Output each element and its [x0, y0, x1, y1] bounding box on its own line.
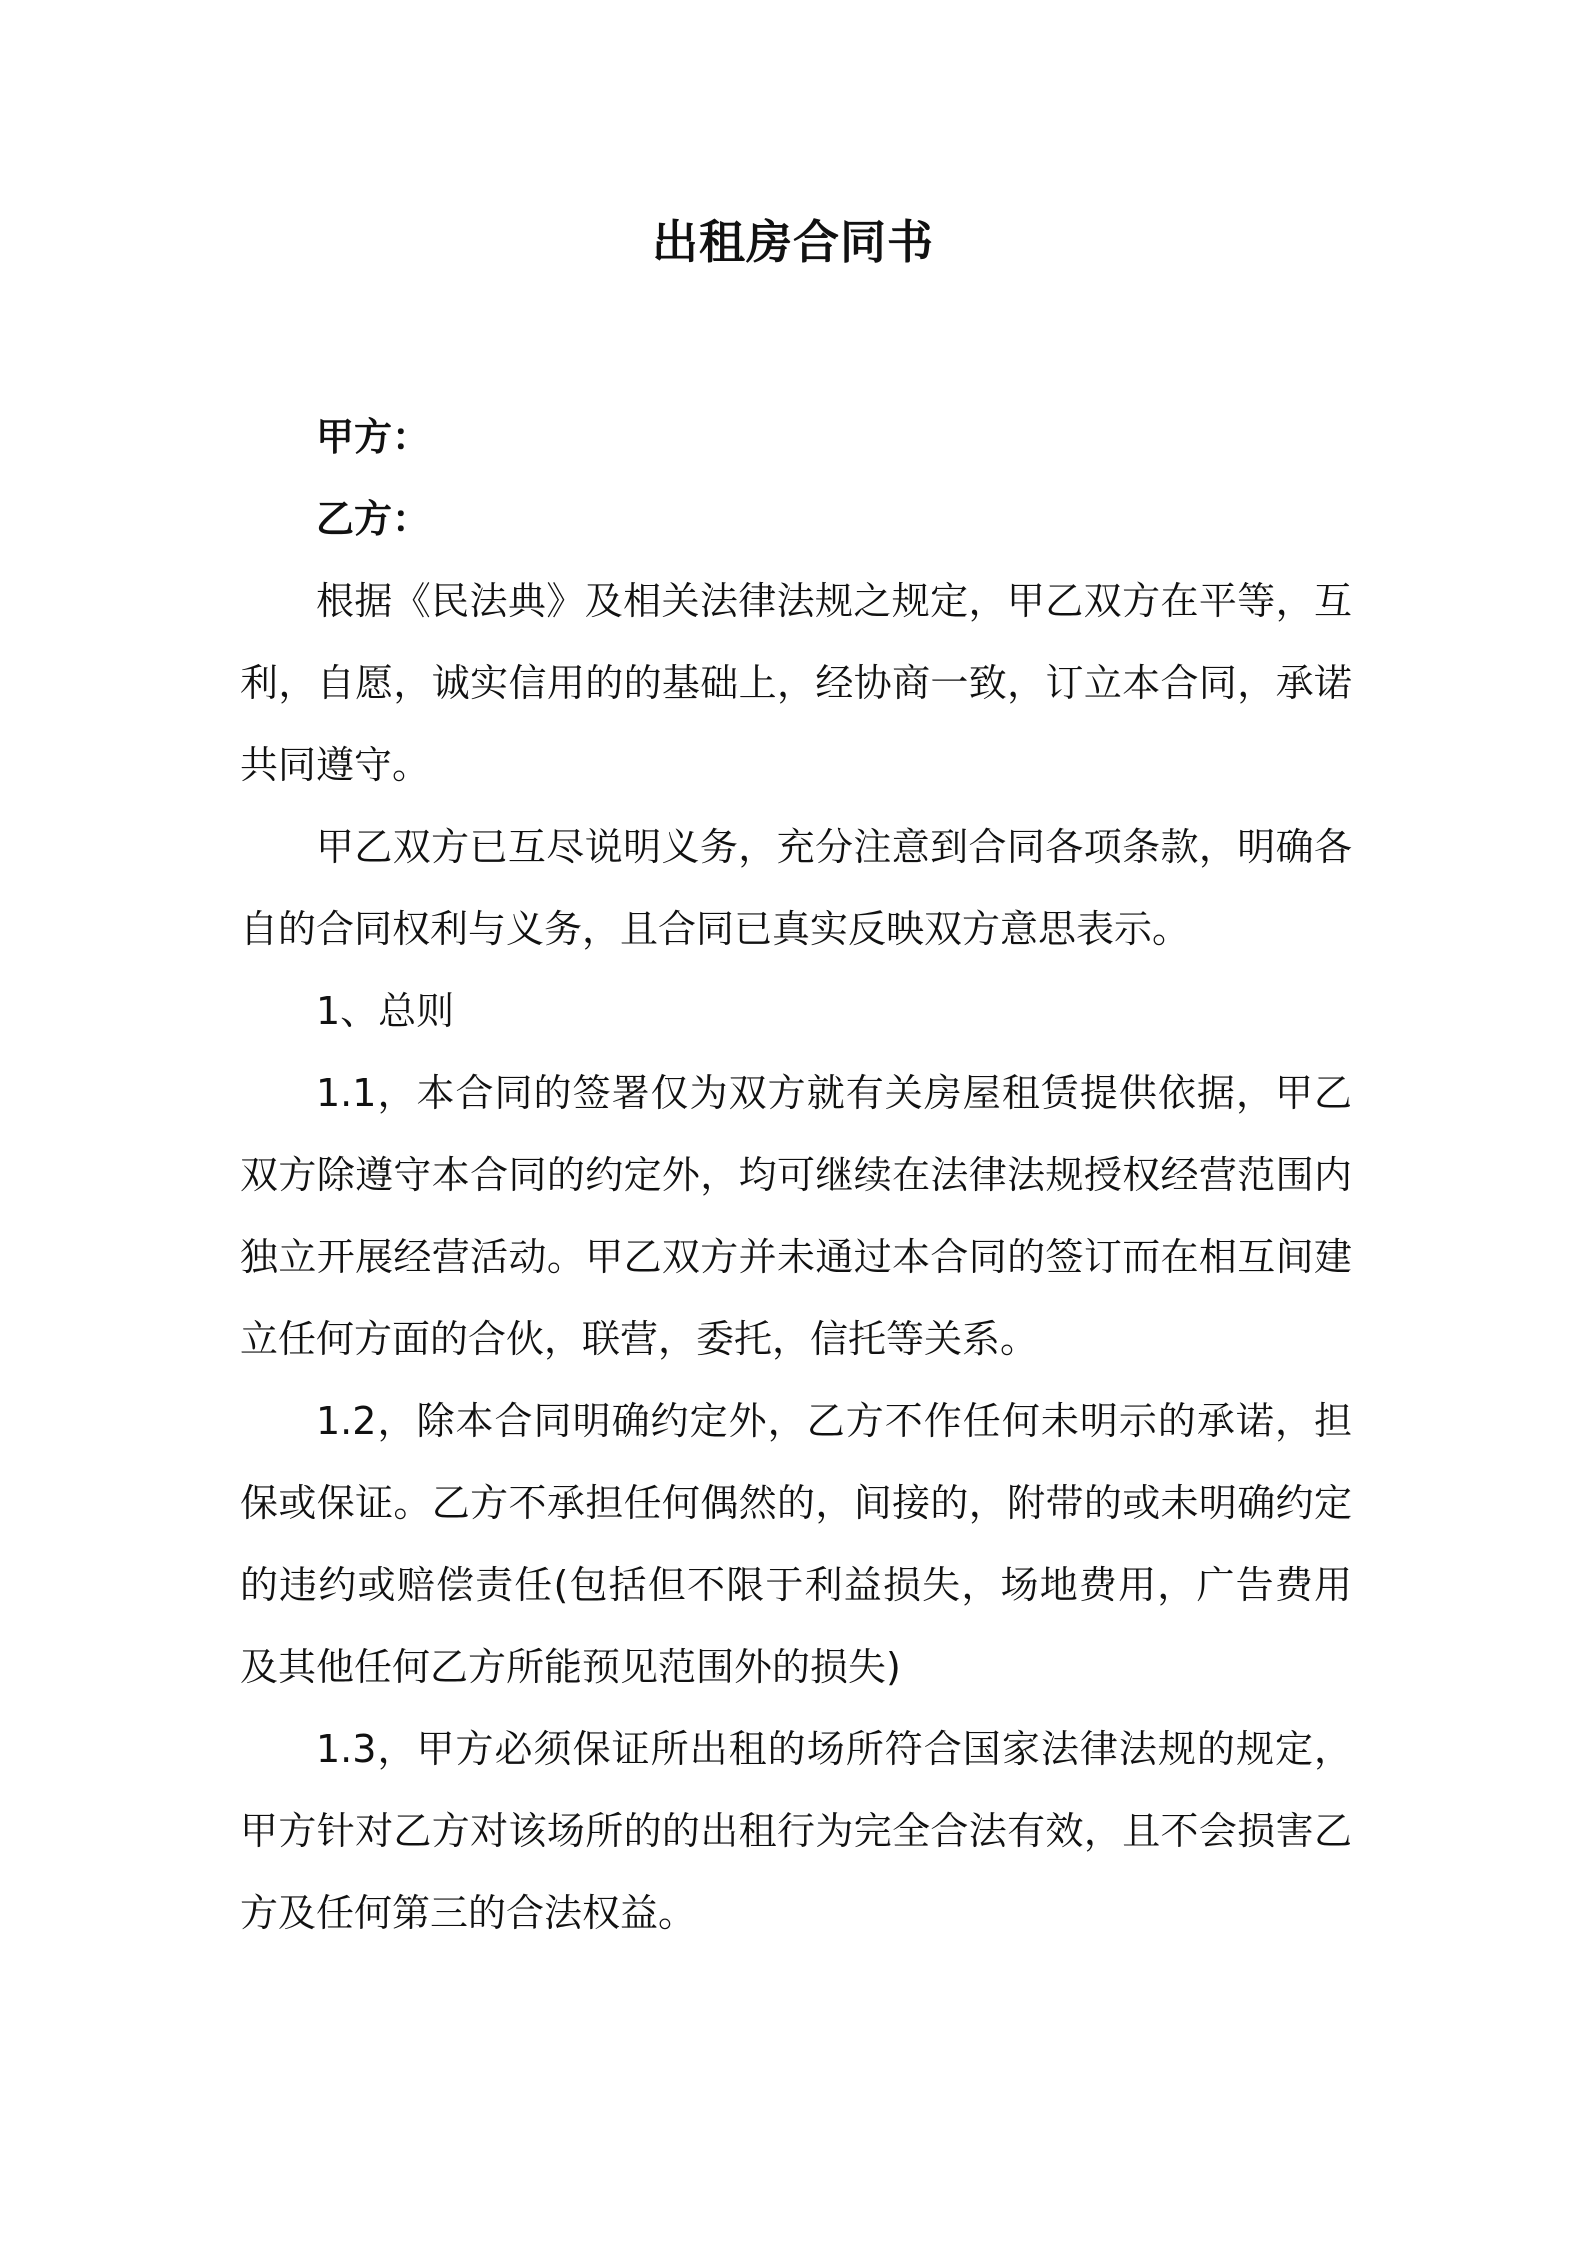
party-b-line: 乙方：: [316, 497, 431, 541]
document-title: 出租房合同书: [652, 215, 934, 269]
clause-1-2: 1.2，除本合同明确约定外，乙方不作任何未明示的承诺，担保或保证。乙方不承担任何偶然的，间接的，附带的或未明确约定的违约或赔偿责任(包括但不限于利益损失，场地费用，广告费用及其他任何乙方所能预见范围外的损失): [240, 1399, 1352, 1689]
paragraph-preamble: 根据《民法典》及相关法律法规之规定，甲乙双方在平等，互利，自愿，诚实信用的的基础上，经协商一致，订立本合同，承诺共同遵守。: [240, 579, 1352, 787]
document-body: [240, 396, 1352, 1954]
section-heading-general: 1、总则: [316, 989, 455, 1033]
clause-1-3: 1.3，甲方必须保证所出租的场所符合国家法律法规的规定，甲方针对乙方对该场所的的出租行为完全合法有效，且不会损害乙方及任何第三的合法权益。: [240, 1727, 1352, 1935]
clause-1-1: 1.1，本合同的签署仅为双方就有关房屋租赁提供依据，甲乙双方除遵守本合同的约定外，均可继续在法律法规授权经营范围内独立开展经营活动。甲乙双方并未通过本合同的签订而在相互间建立任何方面的合伙，联营，委托，信托等关系。: [240, 1071, 1352, 1361]
party-a-line: 甲方：: [316, 415, 431, 459]
paragraph-mutual-explanation: 甲乙双方已互尽说明义务，充分注意到合同各项条款，明确各自的合同权利与义务，且合同已真实反映双方意思表示。: [240, 825, 1352, 951]
